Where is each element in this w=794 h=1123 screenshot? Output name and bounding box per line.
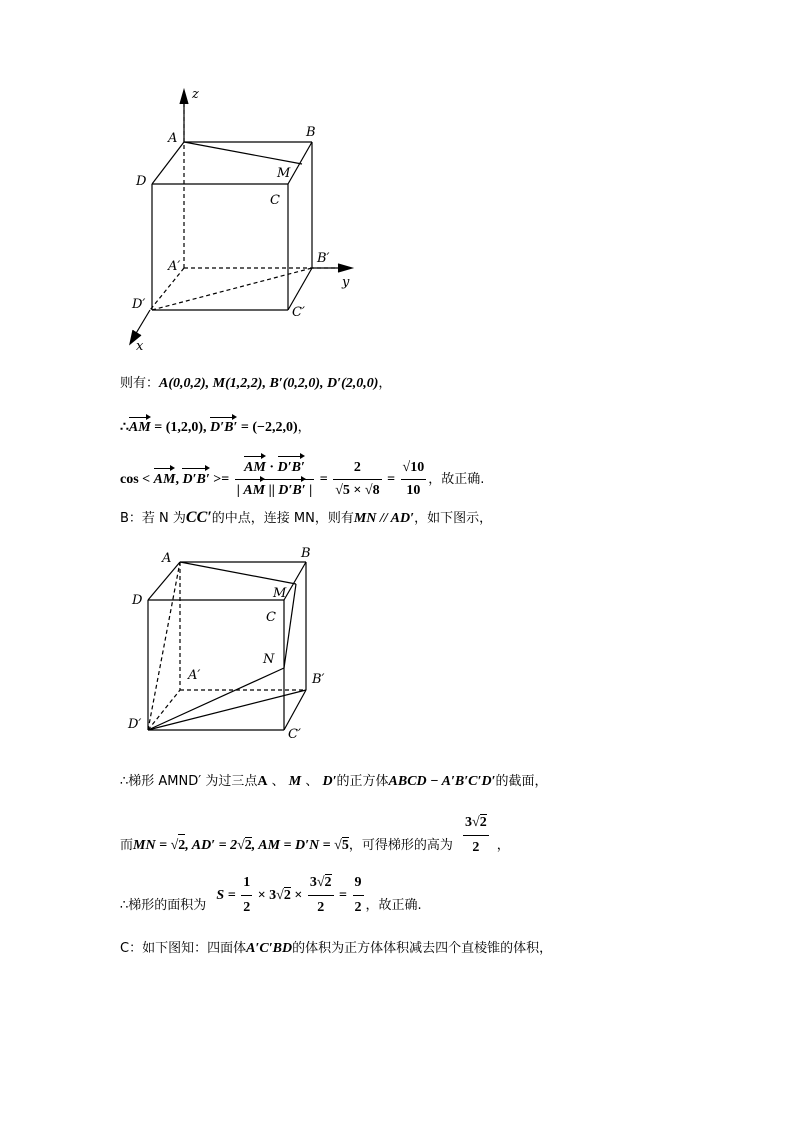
label-B: B [306, 125, 316, 140]
fraction-cos: $\frac{AM \cdot D'B'}{| AM || D'B' |}$ [235, 458, 314, 501]
z-axis-arrow [180, 90, 188, 104]
fraction-2-over-sqrt: $\frac{2}{√5 \times √8}$ [335, 460, 380, 498]
edge-C1B1 [284, 690, 306, 730]
segment-AM [180, 562, 296, 584]
edge-C1B1 [288, 268, 312, 310]
label-M: M [273, 586, 287, 601]
label-D: D [132, 593, 143, 608]
edge-BC [288, 142, 312, 184]
line-cosine: cos < AM, D′B′ >= $\frac{AM \cdot D'B'}{| AM || D'B' |}$ = $\frac{2}{√5 \times √8}$ = $\frac{√10}{10}$ ，故正确. [120, 458, 484, 501]
segment-D1B1 [148, 690, 306, 730]
line-trapezoid: ∴梯形 AMND′ 为过三点A 、 M 、 D′的正方体ABCD − A′B′C′D′的截面， [120, 774, 548, 789]
label-B: B [301, 546, 311, 561]
y-axis-arrow [338, 264, 352, 272]
label-A: A [168, 131, 178, 146]
label-A: A [162, 551, 172, 566]
label-y: y [342, 275, 350, 290]
label-x: x [136, 339, 144, 352]
label-z: z [192, 87, 199, 102]
line-vectors: ∴AM = (1,2,0), D′B′ = (−2,2,0)， [120, 420, 311, 435]
figure-cube-section [120, 540, 350, 750]
line-part-b: B：若 N 为CC′的中点，连接 MN，则有MN // AD′，如下图示， [120, 509, 493, 526]
label-D1: D′ [128, 717, 142, 732]
fraction-height-2: $\frac{3√2}{2}$ [308, 872, 334, 919]
segment-D1N [148, 668, 284, 730]
fraction-height: $\frac{3√2}{2}$ [463, 812, 489, 859]
x-axis-hidden [150, 268, 184, 310]
edge-AD [152, 142, 184, 184]
line-lengths: 而MN = √2, AD′ = 2√2, AM = D′N = √5，可得梯形的高为 $\frac{3√2}{2}$ ， [120, 812, 510, 859]
label-C: C [270, 193, 280, 208]
fraction-result: $\frac{√10}{10}$ [402, 460, 425, 498]
line-coordinates: 则有：A(0,0,2), M(1,2,2), B′(0,2,0), D′(2,0,0)， [120, 376, 392, 391]
label-B1: B′ [312, 672, 325, 687]
line-part-c: C：如下图知：四面体A′C′BD的体积为正方体体积减去四个直棱锥的体积， [120, 941, 553, 956]
label-C1: C′ [288, 727, 301, 742]
edge-AD [148, 562, 180, 600]
line-area: ∴梯形的面积为 S = $\frac{1}{2}$ × 3√2 × $\frac{3√2}{2}$ = $\frac{9}{2}$ ，故正确. [120, 872, 422, 919]
edge-D1A1 [148, 690, 180, 730]
label-B1: B′ [317, 251, 330, 266]
label-M: M [277, 166, 291, 181]
label-N: N [263, 652, 275, 667]
label-A1: A′ [188, 668, 201, 683]
segment-AM [184, 142, 302, 164]
label-C1: C′ [292, 305, 305, 320]
label-C: C [266, 610, 276, 625]
label-D1: D′ [132, 297, 146, 312]
figure-cube-axes [120, 80, 370, 352]
label-A1: A′ [168, 259, 181, 274]
fraction-half: $\frac{1}{2}$ [241, 872, 252, 919]
segment-AD1 [148, 562, 180, 730]
label-D: D [136, 174, 147, 189]
fraction-area: $\frac{9}{2}$ [353, 872, 364, 919]
